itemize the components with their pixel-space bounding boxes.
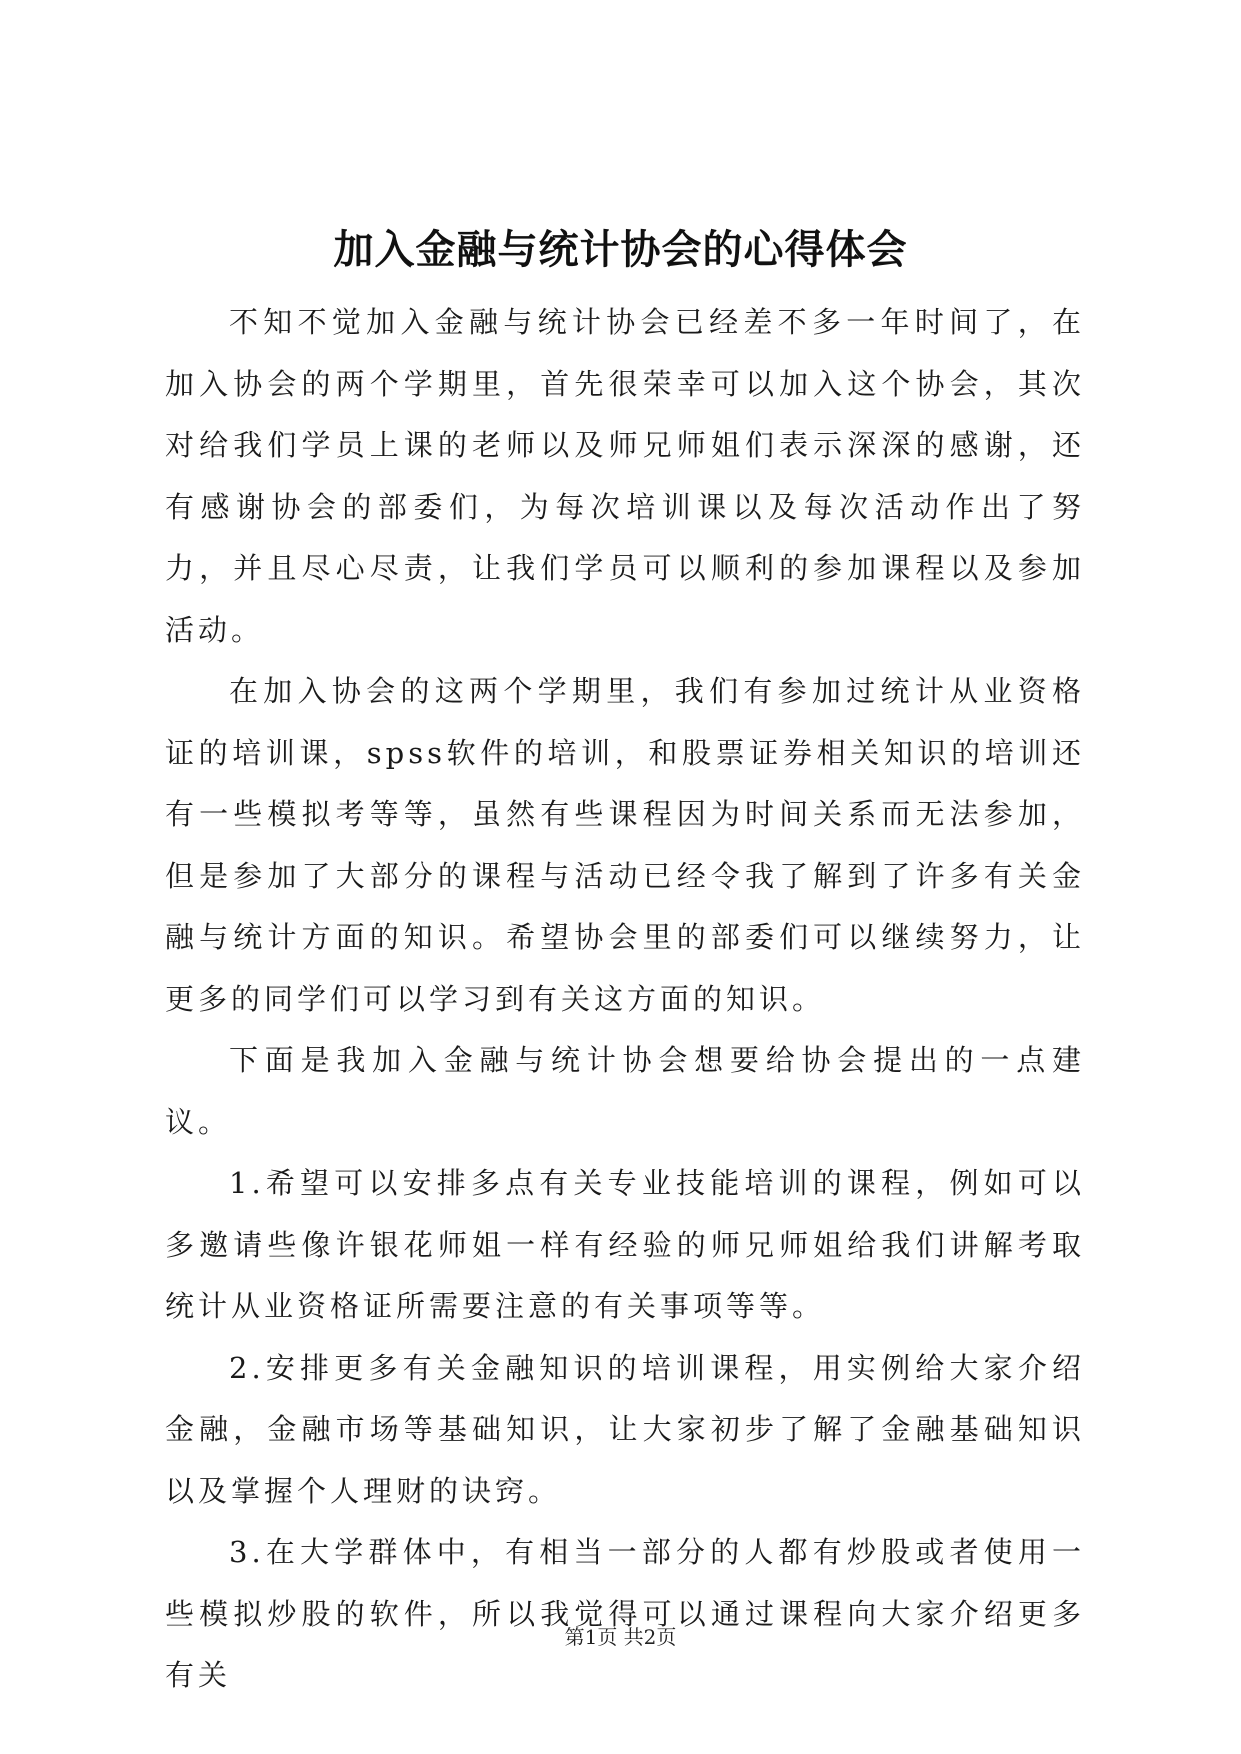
paragraph-intro: 不知不觉加入金融与统计协会已经差不多一年时间了，在加入协会的两个学期里，首先很荣幸可以加入这个协会，其次对给我们学员上课的老师以及师兄师姐们表示深深的感谢，还有感谢协会的部委们，为每次培训课以及每次活动作出了努力，并且尽心尽责，让我们学员可以顺利的参加课程以及参加活动。 [165, 305, 1085, 647]
document-body [165, 292, 1085, 1707]
paragraph-suggestion-1: 1.希望可以安排多点有关专业技能培训的课程，例如可以多邀请些像许银花师姐一样有经验的师兄师姐给我们讲解考取统计从业资格证所需要注意的有关事项等等。 [165, 1166, 1085, 1323]
page-number-footer: 第1页 共2页 [564, 1625, 677, 1649]
paragraph-suggestion-2: 2.安排更多有关金融知识的培训课程，用实例给大家介绍金融，金融市场等基础知识，让大家初步了解了金融基础知识以及掌握个人理财的诀窍。 [165, 1350, 1085, 1508]
paragraph-suggestions-lead: 下面是我加入金融与统计协会想要给协会提出的一点建议。 [165, 1043, 1085, 1139]
paragraph-experience: 在加入协会的这两个学期里，我们有参加过统计从业资格证的培训课，spss软件的培训，和股票证券相关知识的培训还有一些模拟考等等，虽然有些课程因为时间关系而无法参加，但是参加了大部分的课程与活动已经令我了解到了许多有关金融与统计方面的知识。希望协会里的部委们可以继续努力，让更多的同学们可以学习到有关这方面的知识。 [165, 674, 1085, 1016]
document-title: 加入金融与统计协会的心得体会 [333, 227, 908, 273]
paragraph-suggestion-3: 3.在大学群体中，有相当一部分的人都有炒股或者使用一些模拟炒股的软件，所以我觉得可以通过课程向大家介绍更多有关 [165, 1535, 1085, 1692]
